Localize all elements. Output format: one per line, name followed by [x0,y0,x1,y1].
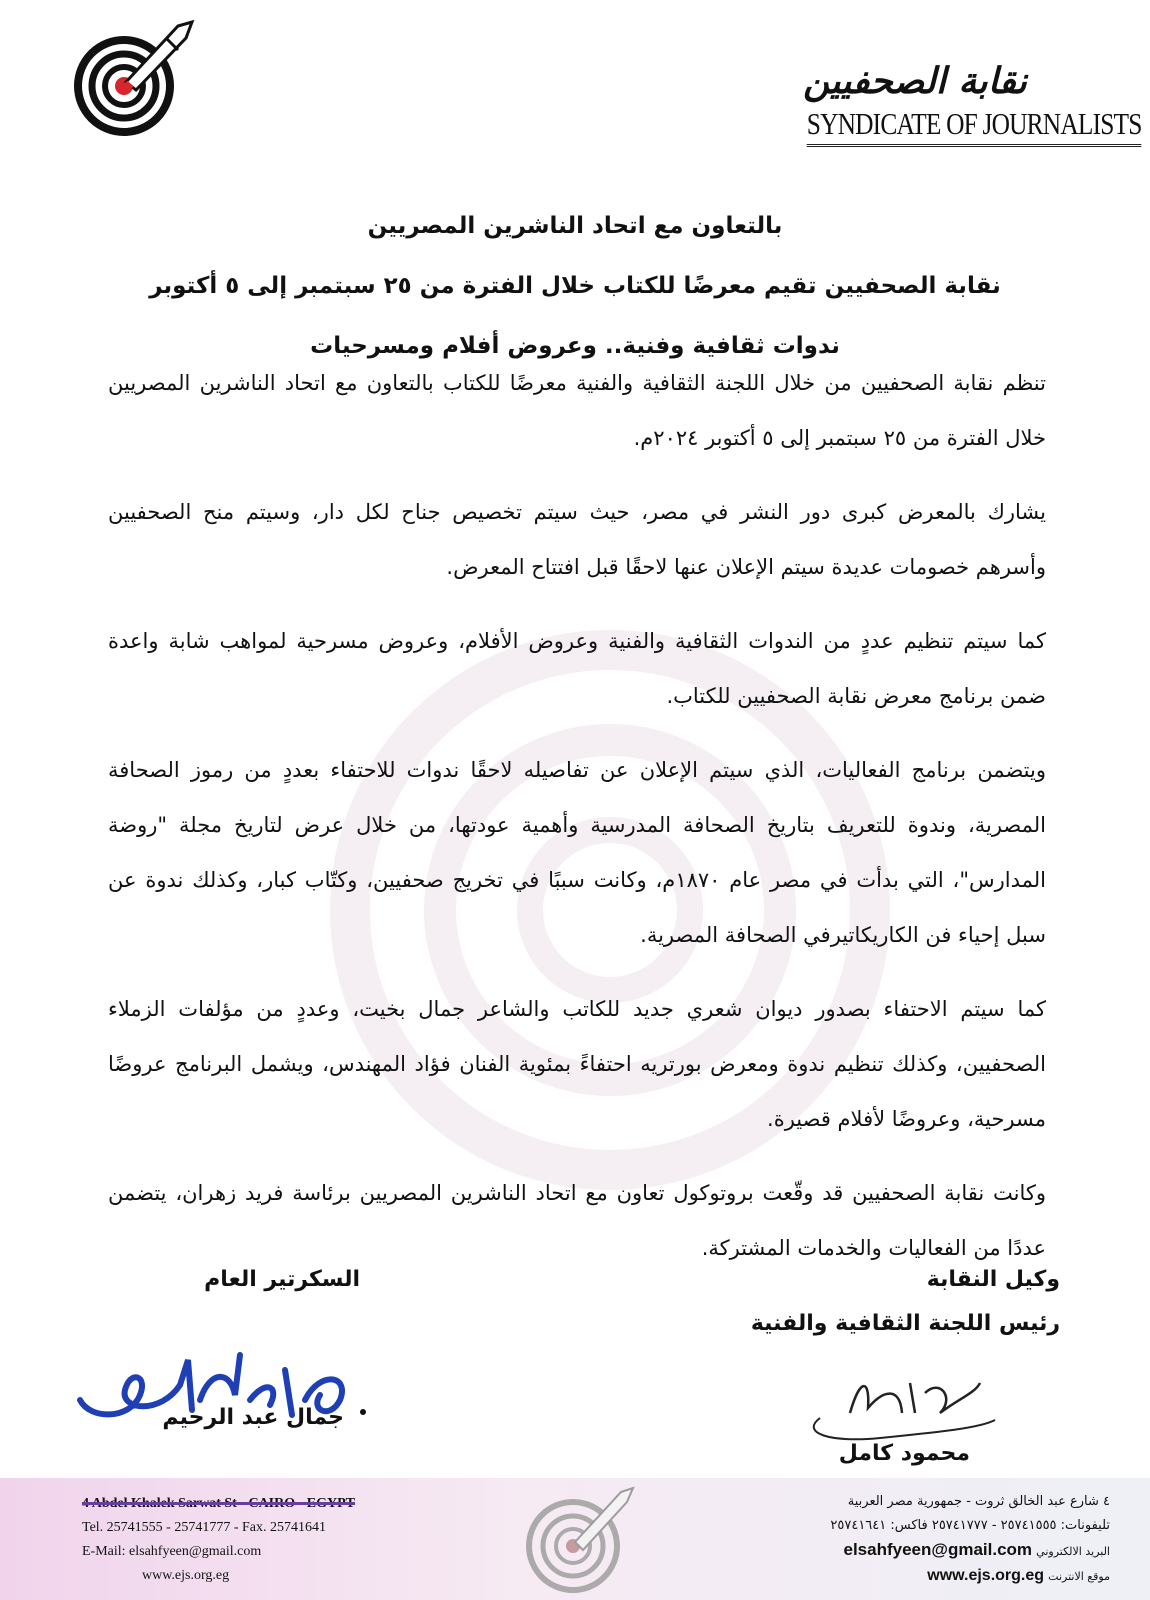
footer-contact-arabic [690,1490,1110,1589]
headline-3: ندوات ثقافية وفنية.. وعروض أفلام ومسرحيات [310,333,840,359]
paragraph-2: يشارك بالمعرض كبرى دور النشر في مصر، حيث سيتم تخصيص جناح لكل دار، وسيتم منح الصحفيين وأسرهم خصومات عديدة سيتم الإعلان عنها لاحقًا قبل افتتاح المعرض. [108,500,1046,579]
handwritten-signature-kamel [790,1358,1010,1448]
org-name-arabic: نقابة الصحفيين [803,60,1027,102]
footer-website-label: موقع الانترنت [1048,1570,1110,1583]
footer-contact-english [82,1492,462,1588]
footer-website-ar: www.ejs.org.eg [927,1567,1045,1584]
footer-email-row [690,1538,1110,1564]
letter-body [108,356,1046,1295]
footer-email-ar: elsahfyeen@gmail.com [843,1540,1033,1559]
secretary-name: جمال عبد الرحيم [162,1405,344,1430]
paragraph-6: وكانت نقابة الصحفيين قد وقّعت بروتوكول تعاون مع اتحاد الناشرين المصريين برئاسة فريد زهران، يتضمن عددًا من الفعاليات والخدمات المشتركة. [108,1181,1046,1260]
paragraph-4: ويتضمن برنامج الفعاليات، الذي سيتم الإعلان عن تفاصيله لاحقًا ندوات للاحتفاء بعددٍ من رموز الصحافة المصرية، وندوة للتعريف بتاريخ الصحافة المدرسية وأهمية عودتها، من خلال عرض لتاريخ مجلة "روضة المدارس"، التي بدأت في مصر عام ١٨٧٠م، وكانت سببًا في تخريج صحفيين، وكتّاب كبار، وكذلك ندوة عن سبل إحياء فن الكاريكاتيرفي الصحافة المصرية. [108,758,1046,947]
footer-email-en: E-Mail: elsahfyeen@gmail.com [82,1544,262,1559]
paragraph-5: كما سيتم الاحتفاء بصدور ديوان شعري جديد للكاتب والشاعر جمال بخيت، وعددٍ من مؤلفات الزملاء الصحفيين، وكذلك تنظيم ندوة ومعرض بورتريه احتفاءً بمئوية الفنان فؤاد المهندس، ويشمل البرنامج عروضًا مسرحية، وعروضًا لأفلام قصيرة. [108,997,1046,1131]
deputy-title: وكيل النقابة [926,1267,1060,1292]
headline-2: نقابة الصحفيين تقيم معرضًا للكتاب خلال الفترة من ٢٥ سبتمبر إلى ٥ أكتوبر [149,273,1001,299]
footer-phones-ar: تليفونات: ٢٥٧٤١٥٥٥ - ٢٥٧٤١٧٧٧ فاكس: ٢٥٧٤١٦٤١ [830,1518,1110,1533]
secretary-title: السكرتير العام [204,1267,360,1292]
footer-website-en: www.ejs.org.eg [142,1568,230,1583]
deputy-name: محمود كامل [838,1441,970,1466]
headline-1: بالتعاون مع اتحاد الناشرين المصريين [367,213,783,239]
paragraph-1: تنظم نقابة الصحفيين من خلال اللجنة الثقافية والفنية معرضًا للكتاب بالتعاون مع اتحاد الناشرين المصريين خلال الفترة من ٢٥ سبتمبر إلى ٥ أكتوبر ٢٠٢٤م. [108,371,1046,450]
footer-target-logo [505,1484,645,1594]
footer-phone-en: Tel. 25741555 - 25741777 - Fax. 25741641 [82,1520,327,1535]
organization-logo [770,56,1142,166]
handwritten-signature-abdelrahim [70,1340,370,1450]
committee-chair-title: رئيس اللجنة الثقافية والفنية [750,1311,1060,1336]
headline-block [100,196,1050,376]
letterhead-footer [0,1478,1150,1600]
footer-address-ar: ٤ شارع عبد الخالق ثروت - جمهورية مصر العربية [847,1494,1110,1509]
org-name-english: SYNDICATE OF JOURNALISTS [807,106,1142,147]
footer-address-en: 4 Abdel Khalek Sarwat St - CAIRO - EGYPT [82,1496,356,1511]
footer-website-row [690,1564,1110,1589]
paragraph-3: كما سيتم تنظيم عددٍ من الندوات الثقافية والفنية وعروض الأفلام، وعروض مسرحية لمواهب شابة واعدة ضمن برنامج معرض نقابة الصحفيين للكتاب. [108,629,1046,708]
syndicate-target-logo [66,16,206,136]
footer-email-label: البريد الالكتروني [1036,1545,1110,1558]
